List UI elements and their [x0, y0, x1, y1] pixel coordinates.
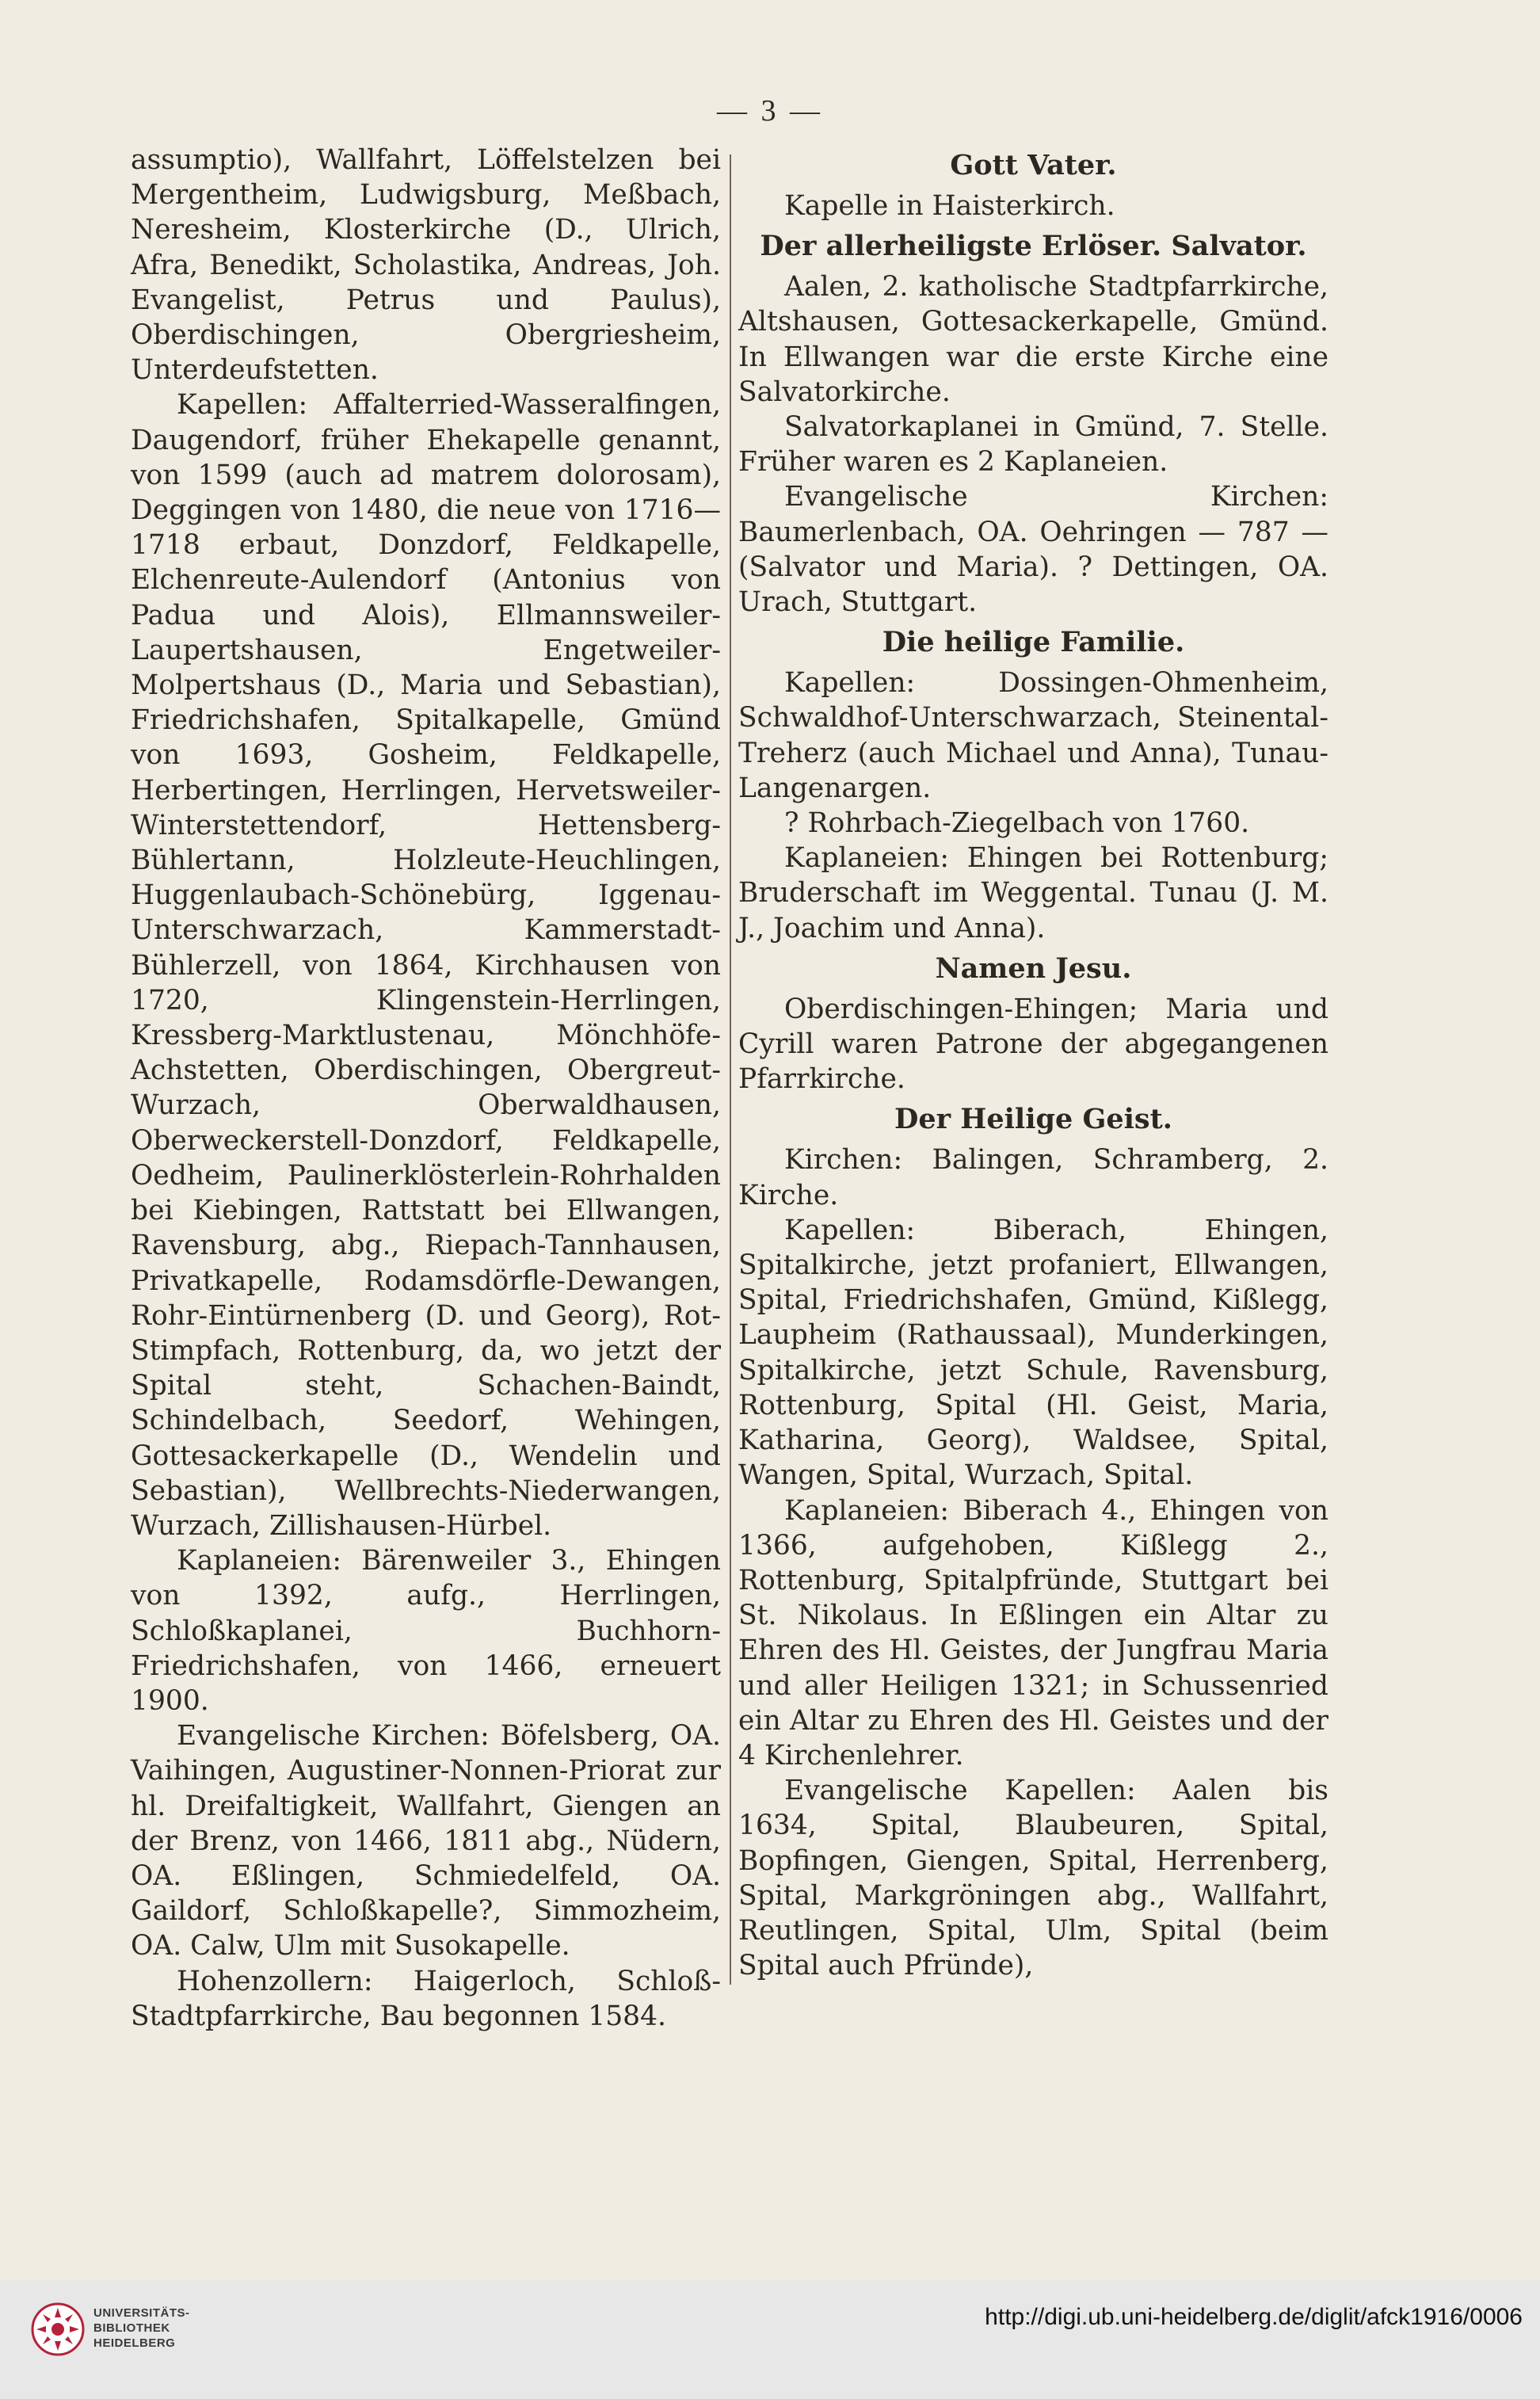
university-logo-icon	[30, 2302, 86, 2357]
paragraph: Salvatorkaplanei in Gmünd, 7. Stelle. Früher waren es 2 Kaplaneien.	[738, 411, 1328, 479]
paragraph: Kapellen: Biberach, Ehingen, Spitalkirche, jetzt profaniert, Ellwangen, Spital, Friedrichshafen, Gmünd, Kißlegg, Laupheim (Rathaussaal), Munderkingen, Spitalkirche, jetzt Schule, Ravensburg, Rottenburg, Spital (Hl. Geist, Maria, Katharina, Georg), Waldsee, Spital, Wangen, Spital, Wurzach, Spital.	[738, 1214, 1328, 1492]
source-url[interactable]: http://digi.ub.uni-heidelberg.de/diglit/afck1916/0006	[985, 2304, 1523, 2330]
paragraph: Kapellen: Dossingen-Ohmenheim, Schwaldhof-Unterschwarzach, Steinental-Treherz (auch Michael und Anna), Tunau-Langenargen.	[738, 667, 1328, 804]
right-column	[738, 143, 1328, 1983]
section-heading: Die heilige Familie.	[882, 626, 1185, 659]
paragraph: Kaplaneien: Biberach 4., Ehingen von 1366, aufgehoben, Kißlegg 2., Rottenburg, Spitalpfründe, Stuttgart bei St. Nikolaus. In Eßlingen ein Altar zu Ehren des Hl. Geistes, der Jungfrau Maria und aller Heiligen 1321; in Schussenried ein Altar zu Ehren des Hl. Geistes und der 4 Kirchenlehrer.	[738, 1494, 1328, 1772]
paragraph: Kapelle in Haisterkirch.	[784, 190, 1115, 222]
library-name-line: UNIVERSITÄTS-	[93, 2306, 190, 2320]
paragraph: Evangelische Kirchen: Baumerlenbach, OA. Oehringen — 787 — (Salvator und Maria). ? Dettingen, OA. Urach, Stuttgart.	[738, 481, 1328, 619]
library-name-line: HEIDELBERG	[93, 2336, 176, 2350]
section-heading: Der allerheiligste Erlöser. Salvator.	[760, 230, 1307, 263]
footer-band	[0, 2280, 1540, 2399]
library-name-line: BIBLIOTHEK	[93, 2321, 170, 2335]
paragraph: Aalen, 2. katholische Stadtpfarrkirche, Altshausen, Gottesackerkapelle, Gmünd. In Ellwangen war die erste Kirche eine Salvatorkirche.	[738, 271, 1328, 408]
section-heading: Der Heilige Geist.	[894, 1103, 1172, 1136]
paragraph: Kaplaneien: Ehingen bei Rottenburg; Bruderschaft im Weggental. Tunau (J. M. J., Joachim und Anna).	[738, 842, 1328, 944]
paragraph: ? Rohrbach-Ziegelbach von 1760.	[784, 807, 1250, 840]
section-heading: Gott Vater.	[950, 149, 1117, 181]
left-column	[131, 143, 721, 2034]
paragraph: assumptio), Wallfahrt, Löffelstelzen bei Mergentheim, Ludwigsburg, Meßbach, Neresheim, Klosterkirche (D., Ulrich, Afra, Benedikt, Scholastika, Andreas, Joh. Evangelist, Petrus und Paulus), Oberdischingen, Obergriesheim, Unterdeufstetten.	[131, 144, 721, 387]
library-name	[93, 2306, 190, 2351]
page-number: — 3 —	[717, 94, 823, 128]
paragraph: Oberdischingen-Ehingen; Maria und Cyrill waren Patrone der abgegangenen Pfarrkirche.	[738, 993, 1328, 1096]
paragraph: Kapellen: Affalterried-Wasseralfingen, Daugendorf, früher Ehekapelle genannt, von 1599 (auch ad matrem dolorosam), Deggingen von 1480, die neue von 1716—1718 erbaut, Donzdorf, Feldkapelle, Elchenreute-Aulendorf (Antonius von Padua und Alois), Ellmannsweiler-Laupertshausen, Engetweiler-Molpertshaus (D., Maria und Sebastian), Friedrichshafen, Spitalkapelle, Gmünd von 1693, Gosheim, Feldkapelle, Herbertingen, Herrlingen, Hervetsweiler-Winterstettendorf, Hettensberg-Bühlertann, Holzleute-Heuchlingen, Huggenlaubach-Schönebürg, Iggenau-Unterschwarzach, Kammerstadt-Bühlerzell, von 1864, Kirchhausen von 1720, Klingenstein-Herrlingen, Kressberg-Marktlustenau, Mönchhöfe-Achstetten, Oberdischingen, Obergreut-Wurzach, Oberwaldhausen, Oberweckerstell-Donzdorf, Feldkapelle, Oedheim, Paulinerklösterlein-Rohrhalden bei Kiebingen, Rattstatt bei Ellwangen, Ravensburg, abg., Riepach-Tannhausen, Privatkapelle, Rodamsdörfle-Dewangen, Rohr-Eintürnenberg (D. und Georg), Rot-Stimpfach, Rottenburg, da, wo jetzt der Spital steht, Schachen-Baindt, Schindelbach, Seedorf, Wehingen, Gottesackerkapelle (D., Wendelin und Sebastian), Wellbrechts-Niederwangen, Wurzach, Zillishausen-Hürbel.	[131, 389, 721, 1542]
section-heading: Namen Jesu.	[935, 952, 1132, 985]
paragraph: Hohenzollern: Haigerloch, Schloß-Stadtpfarrkirche, Bau begonnen 1584.	[131, 1965, 721, 2032]
paragraph: Kaplaneien: Bärenweiler 3., Ehingen von 1392, aufg., Herrlingen, Schloßkaplanei, Buchhorn-Friedrichshafen, von 1466, erneuert 1900.	[131, 1545, 721, 1717]
paragraph: Evangelische Kapellen: Aalen bis 1634, Spital, Blaubeuren, Spital, Bopfingen, Giengen, Spital, Herrenberg, Spital, Markgröningen abg., Wallfahrt, Reutlingen, Spital, Ulm, Spital (beim Spital auch Pfründe),	[738, 1775, 1328, 1982]
paragraph: Kirchen: Balingen, Schramberg, 2. Kirche.	[738, 1144, 1328, 1211]
column-divider	[730, 154, 731, 1985]
paragraph: Evangelische Kirchen: Böfelsberg, OA. Vaihingen, Augustiner-Nonnen-Priorat zur hl. Dreifaltigkeit, Wallfahrt, Giengen an der Brenz, von 1466, 1811 abg., Nüdern, OA. Eßlingen, Schmiedelfeld, OA. Gaildorf, Schloßkapelle?, Simmozheim, OA. Calw, Ulm mit Susokapelle.	[131, 1720, 721, 1962]
